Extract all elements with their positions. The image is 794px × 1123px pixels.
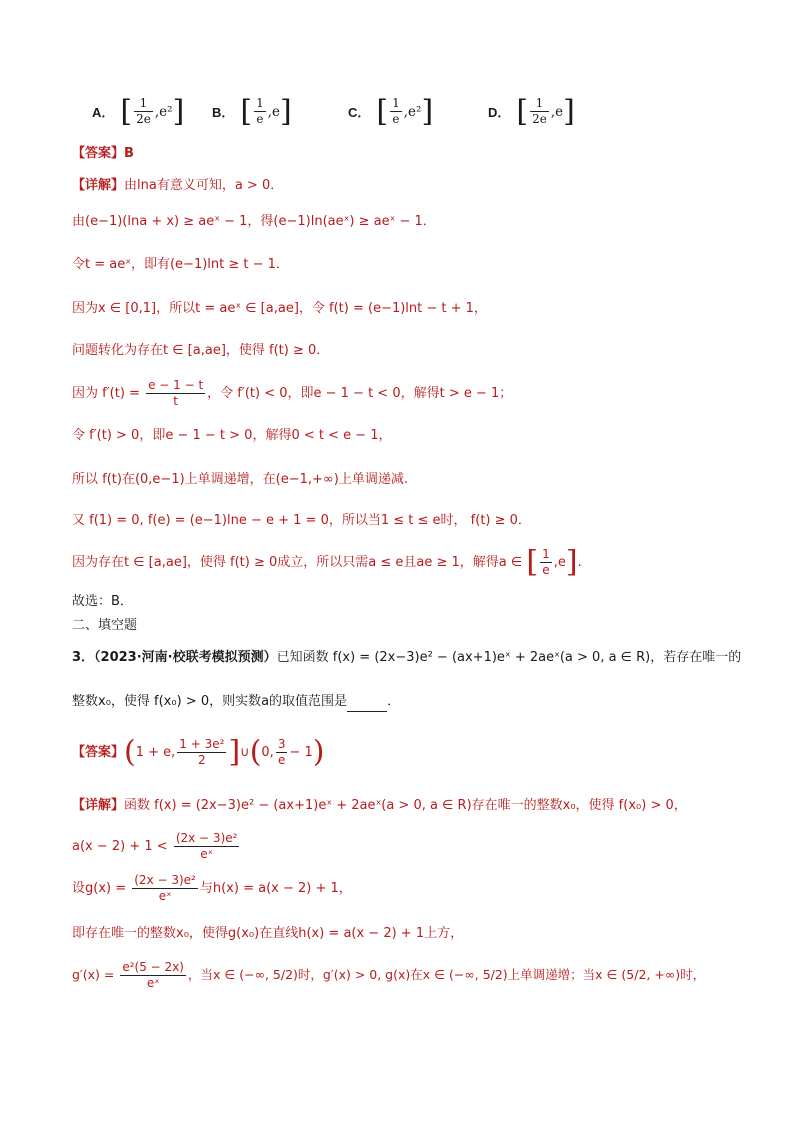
q3-detail-line-1: 【详解】函数 f(x) = (2x−3)e² − (ax+1)eˣ + 2aeˣ(a > 0, a ∈ R)存在唯一的整数x₀，使得 f(x₀) > 0， xyxy=(72,798,687,813)
fraction: $\frac{1}{2e}$ xyxy=(532,96,547,126)
section-heading: 二、填空题 xyxy=(72,618,138,633)
conclusion: 故选：B． xyxy=(72,594,133,609)
option-b[interactable]: B． [ $\frac{1}{e}$ ,e ] xyxy=(212,93,292,129)
detail-line-1: 【详解】由lna有意义可知，a > 0． xyxy=(72,178,284,193)
fraction: $\frac{1}{e}$ xyxy=(392,96,400,126)
q3-detail-line-2: a(x − 2) + 1 < $\frac{\text{(2x − 3)e²}}{\text{eˣ}}$ xyxy=(72,831,238,861)
fraction: $\frac{\text{e²(5 − 2x)}}{\text{eˣ}}$ xyxy=(122,960,184,990)
option-label: D． xyxy=(488,105,511,120)
answer-tag: 【答案】 xyxy=(72,146,125,161)
question-3-stem-1: 3．（2023·河南·校联考模拟预测）已知函数 f(x) = (2x−3)e² − (ax+1)eˣ + 2aeˣ(a > 0, a ∈ R)，若存在唯一的 xyxy=(72,650,742,665)
question-3-stem-2: 整数x₀，使得 f(x₀) > 0，则实数a的取值范围是 ． xyxy=(72,692,400,712)
option-a[interactable]: A． [ $\frac{1}{2e}$ ,e² ] xyxy=(92,93,185,129)
detail-line-3: 令t = aeˣ，即有(e−1)lnt ≥ t − 1． xyxy=(72,257,289,272)
fraction: $\frac{\text{1 + 3e²}}{2}$ xyxy=(179,737,225,767)
question-3-answer: 【答案】(1 + e, $\frac{\text{1 + 3e²}}{2}$ ]∪(0, $\frac{3}{e}$ − 1) xyxy=(72,734,325,770)
option-label: A． xyxy=(92,105,115,120)
detail-line-8: 所以 f(t)在(0,e−1)上单调递增，在(e−1,+∞)上单调递减. xyxy=(72,472,408,487)
fraction: $\frac{1}{2e}$ xyxy=(136,96,151,126)
fraction: $\frac{1}{e}$ xyxy=(256,96,264,126)
q3-detail-line-5: g′(x) = $\frac{\text{e²(5 − 2x)}}{\text{eˣ}}$ ，当x ∈ (−∞, 5/2)时，g′(x) > 0, g(x)在x ∈ (−∞, 5/2)上单调递增；当x ∈ (5/2, +∞)时， xyxy=(72,960,706,990)
option-c[interactable]: C． [ $\frac{1}{e}$ ,e² ] xyxy=(348,93,434,129)
option-d[interactable]: D． [ $\frac{1}{2e}$ ,e ] xyxy=(488,93,575,129)
answer-blank[interactable] xyxy=(347,697,387,712)
answer-line xyxy=(72,144,134,164)
option-label: C． xyxy=(348,105,371,120)
detail-tag: 【详解】 xyxy=(72,798,125,813)
fraction: $\frac{\text{(2x − 3)e²}}{\text{eˣ}}$ xyxy=(134,873,196,903)
fraction: $\frac{\text{(2x − 3)e²}}{\text{eˣ}}$ xyxy=(175,831,238,861)
detail-line-10: 因为存在t ∈ [a,ae]，使得 f(t) ≥ 0成立，所以只需a ≤ e且ae ≥ 1，解得a ∈ [ $\frac{1}{e}$ ,e]. xyxy=(72,544,582,580)
detail-line-9: 又 f(1) = 0, f(e) = (e−1)lne − e + 1 = 0，所以当1 ≤ t ≤ e时， f(t) ≥ 0． xyxy=(72,513,531,528)
detail-line-6: 因为 f′(t) = $\frac{e - 1 - t}{t}$ ，令 f′(t) < 0，即e − 1 − t < 0，解得t > e − 1； xyxy=(72,378,513,408)
detail-line-2: 由(e−1)(lna + x) ≥ aeˣ − 1，得(e−1)ln(aeˣ) ≥ aeˣ − 1． xyxy=(72,214,436,229)
option-label: B． xyxy=(212,105,235,120)
answer-value: B xyxy=(124,146,134,161)
detail-line-7: 令 f′(t) > 0，即e − 1 − t > 0，解得0 < t < e − 1， xyxy=(72,428,392,443)
answer-tag: 【答案】 xyxy=(72,745,125,760)
fraction: $\frac{3}{e}$ xyxy=(277,737,286,767)
detail-line-5: 问题转化为存在t ∈ [a,ae]，使得 f(t) ≥ 0． xyxy=(72,343,330,358)
detail-tag: 【详解】 xyxy=(72,178,125,193)
q3-detail-line-3: 设g(x) = $\frac{\text{(2x − 3)e²}}{\text{eˣ}}$ 与h(x) = a(x − 2) + 1， xyxy=(72,873,352,903)
fraction: $\frac{e - 1 - t}{t}$ xyxy=(148,378,204,408)
fraction: $\frac{1}{e}$ xyxy=(542,547,550,577)
detail-line-4: 因为x ∈ [0,1]，所以t = aeˣ ∈ [a,ae]，令 f(t) = (e−1)lnt − t + 1， xyxy=(72,301,487,316)
question-number: 3． xyxy=(72,650,95,665)
question-source: （2023·河南·校联考模拟预测） xyxy=(94,650,277,665)
q3-detail-line-4: 即存在唯一的整数x₀，使得g(x₀)在直线h(x) = a(x − 2) + 1上方， xyxy=(72,926,464,941)
